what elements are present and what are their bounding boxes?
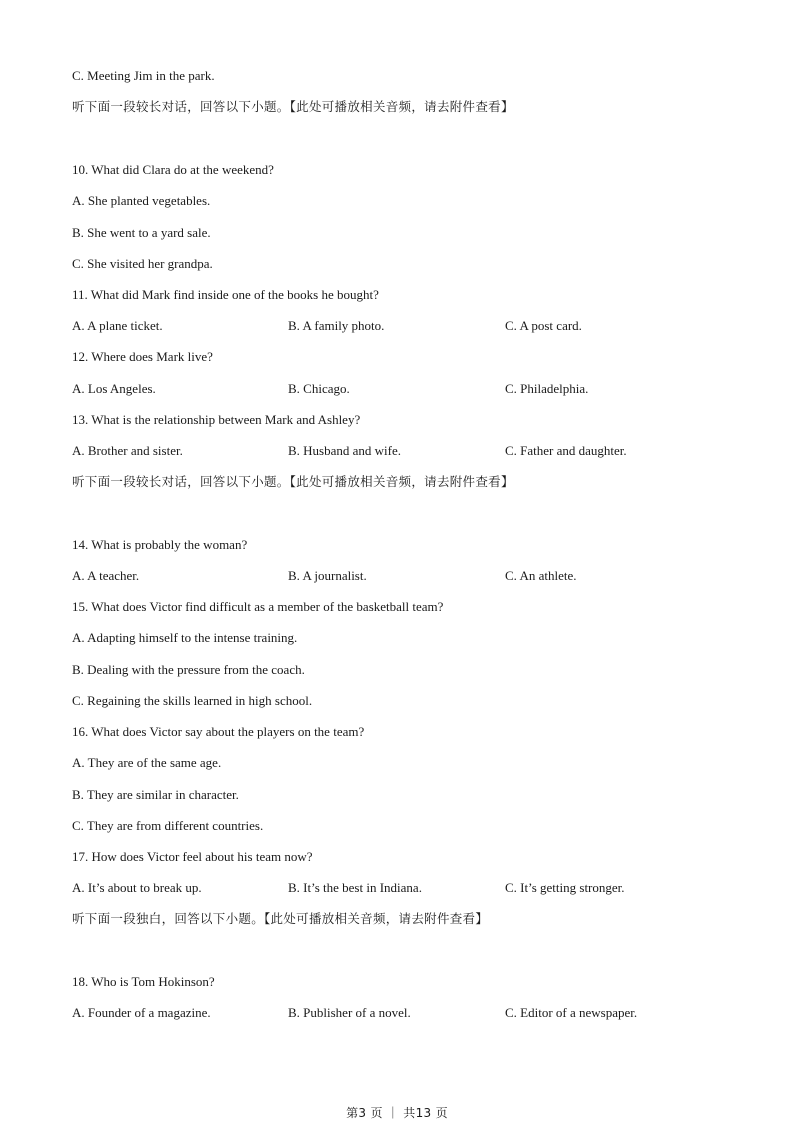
q17-option-b: B. It’s the best in Indiana. [288,880,422,895]
q11-option-a: A. A plane ticket. [72,318,163,333]
q12-option-b: B. Chicago. [288,381,350,396]
q12-option-c: C. Philadelphia. [505,381,589,396]
q13-option-c: C. Father and daughter. [505,443,627,458]
q11-option-b: B. A family photo. [288,318,385,333]
q16-option-c: C. They are from different countries. [72,818,264,833]
question-14: 14. What is probably the woman? [72,537,248,552]
page-footer: 第3 页 ｜ 共13 页 [346,1106,448,1120]
q18-option-b: B. Publisher of a novel. [288,1005,411,1020]
q18-option-c: C. Editor of a newspaper. [505,1005,638,1020]
q14-option-c: C. An athlete. [505,568,577,583]
section-instruction: 听下面一段独白，回答以下小题。【此处可播放相关音频，请去附件查看】 [72,911,489,926]
question-17: 17. How does Victor feel about his team now? [72,849,313,864]
q17-option-c: C. It’s getting stronger. [505,880,625,895]
q15-option-c: C. Regaining the skills learned in high school. [72,693,313,708]
q9-option-c: C. Meeting Jim in the park. [72,68,215,83]
q14-option-a: A. A teacher. [72,568,140,583]
q14-option-b: B. A journalist. [288,568,367,583]
question-11: 11. What did Mark find inside one of the books he bought? [72,287,379,302]
q15-option-a: A. Adapting himself to the intense training. [72,630,298,645]
q18-option-a: A. Founder of a magazine. [72,1005,211,1020]
q17-option-a: A. It’s about to break up. [72,880,202,895]
section-instruction: 听下面一段较长对话，回答以下小题。【此处可播放相关音频，请去附件查看】 [72,99,514,114]
question-12: 12. Where does Mark live? [72,349,213,364]
question-10: 10. What did Clara do at the weekend? [72,162,274,177]
q16-option-b: B. They are similar in character. [72,787,239,802]
q16-option-a: A. They are of the same age. [72,755,222,770]
q13-option-a: A. Brother and sister. [72,443,183,458]
q11-option-c: C. A post card. [505,318,582,333]
question-13: 13. What is the relationship between Mark and Ashley? [72,412,361,427]
question-18: 18. Who is Tom Hokinson? [72,974,215,989]
q10-option-c: C. She visited her grandpa. [72,256,213,271]
question-16: 16. What does Victor say about the players on the team? [72,724,365,739]
q15-option-b: B. Dealing with the pressure from the coach. [72,662,305,677]
q12-option-a: A. Los Angeles. [72,381,156,396]
q10-option-a: A. She planted vegetables. [72,193,211,208]
question-15: 15. What does Victor find difficult as a member of the basketball team? [72,599,444,614]
q10-option-b: B. She went to a yard sale. [72,225,211,240]
q13-option-b: B. Husband and wife. [288,443,402,458]
section-instruction: 听下面一段较长对话，回答以下小题。【此处可播放相关音频，请去附件查看】 [72,474,514,489]
